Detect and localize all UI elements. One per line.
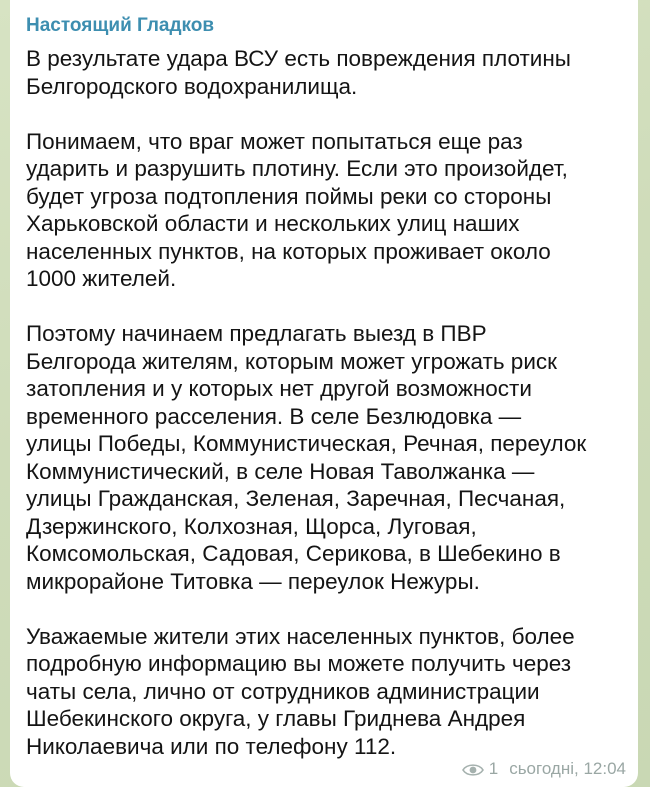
message-meta [462,759,626,779]
text-line: В результате удара ВСУ есть повреждения плотины [26,46,571,71]
text-line: микрорайоне Титовка — переулок Нежуры. [26,568,480,594]
text-line: будет угроза подтопления поймы реки со стороны [26,183,552,209]
sender-name[interactable]: Настоящий Гладков [26,15,215,36]
text-line: 1000 жителей. [26,266,177,291]
message-bubble[interactable] [10,0,638,787]
text-line: ударить и разрушить плотину. Если это произойдет, [26,156,568,181]
text-line: Коммунистический, в селе Новая Таволжанка — [26,458,535,484]
message-paragraph [26,320,626,595]
message-text [26,45,626,760]
text-line: Белгородского водохранилища. [26,73,358,99]
message-paragraph [26,45,626,100]
text-line: Комсомольская, Садовая, Серикова, в Шебекино в [26,541,561,566]
text-line: временного расселения. В селе Безлюдовка — [26,403,522,429]
text-line: Поэтому начинаем предлагать выезд в ПВР [26,321,487,346]
timestamp: сьогодні, 12:04 [509,759,626,778]
text-line: улицы Гражданская, Зеленая, Заречная, Песчаная, [26,486,566,511]
text-line: Белгорода жителям, которым может угрожать риск [26,348,557,374]
text-line: Шебекинского округа, у главы Гриднева Андрея [26,706,526,731]
text-line: Понимаем, что враг может попытаться еще раз [26,128,523,154]
text-line: улицы Победы, Коммунистическая, Речная, переулок [26,431,587,456]
text-line: Харьковской области и нескольких улиц наших [26,211,520,236]
text-line: подробную информацию вы можете получить через [26,651,572,676]
views-count: 1 [488,759,499,778]
text-line: Дзержинского, Колхозная, Щорса, Луговая, [26,513,477,539]
text-line: населенных пунктов, на которых проживает около [26,238,551,264]
eye-icon [462,762,484,776]
text-line: Уважаемые жители этих населенных пунктов, более [26,623,575,649]
text-line: чаты села, лично от сотрудников администрации [26,678,540,704]
message-paragraph [26,128,626,293]
text-line: Николаевича или по телефону 112. [26,733,397,759]
message-paragraph [26,623,626,761]
text-line: затопления и у которых нет другой возможности [26,376,532,401]
